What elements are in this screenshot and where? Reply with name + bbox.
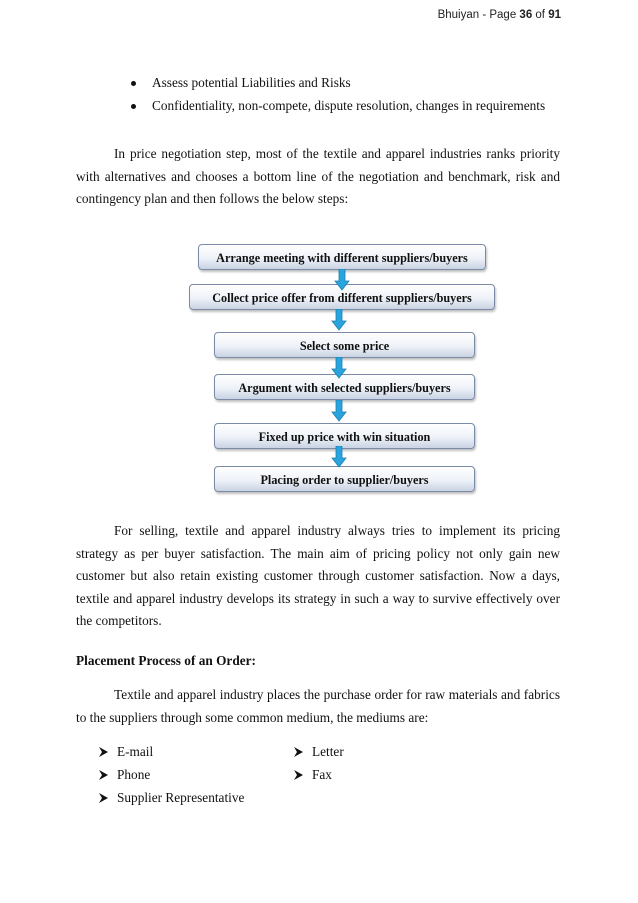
page-header [438, 9, 561, 21]
list-item: Supplier Representative [98, 789, 244, 812]
list-item: Assess potential Liabilities and Risks [122, 74, 545, 97]
flow-step-arrange-meeting: Arrange meeting with different suppliers/buyers [198, 244, 486, 270]
list-item: Fax [293, 766, 344, 789]
mediums-list-right [293, 743, 344, 789]
down-arrow-icon [331, 357, 347, 379]
bullet-dot-icon [131, 81, 136, 86]
header-total-pages: 91 [548, 9, 561, 21]
flow-step-collect-offers: Collect price offer from different suppliers/buyers [189, 284, 495, 310]
chevron-right-icon [293, 769, 304, 781]
bullet-list [122, 74, 545, 120]
paragraph-order-placement: Textile and apparel industry places the purchase order for raw materials and fabrics to the suppliers through some common medium, the mediums are: [76, 687, 560, 725]
header-author: Bhuiyan - Page [437, 9, 520, 21]
header-page-number: 36 [519, 9, 533, 21]
chevron-right-icon [98, 746, 109, 758]
down-arrow-icon [331, 309, 347, 331]
list-item: E-mail [98, 743, 244, 766]
mediums-list-left [98, 743, 244, 812]
down-arrow-icon [334, 269, 350, 291]
paragraph-selling-strategy: For selling, textile and apparel industry always tries to implement its pricing strategy as per buyer satisfaction. The main aim of pricing policy not only gain new customer but also retain existing customer through customer satisfaction. Now a days, textile and apparel industry develops its strategy in such a way to survive effectively over the competitors. [76, 523, 560, 628]
down-arrow-icon [331, 400, 347, 422]
flow-step-select-price: Select some price [214, 332, 475, 358]
section-heading: Placement Process of an Order: [76, 653, 256, 668]
list-item: Phone [98, 766, 244, 789]
list-item: Letter [293, 743, 344, 766]
paragraph-price-negotiation: In price negotiation step, most of the textile and apparel industries ranks priority with alternatives and chooses a bottom line of the negotiation and benchmark, risk and contingency plan and then follows the below steps: [76, 146, 560, 206]
bullet-dot-icon [131, 104, 136, 109]
down-arrow-icon [331, 446, 347, 468]
chevron-right-icon [98, 792, 109, 804]
list-item: Confidentiality, non-compete, dispute resolution, changes in requirements [122, 97, 545, 120]
flow-step-argument: Argument with selected suppliers/buyers [214, 374, 475, 400]
chevron-right-icon [98, 769, 109, 781]
flow-step-fixed-price: Fixed up price with win situation [214, 423, 475, 449]
flow-step-placing-order: Placing order to supplier/buyers [214, 466, 475, 492]
header-of: of [532, 9, 549, 21]
chevron-right-icon [293, 746, 304, 758]
